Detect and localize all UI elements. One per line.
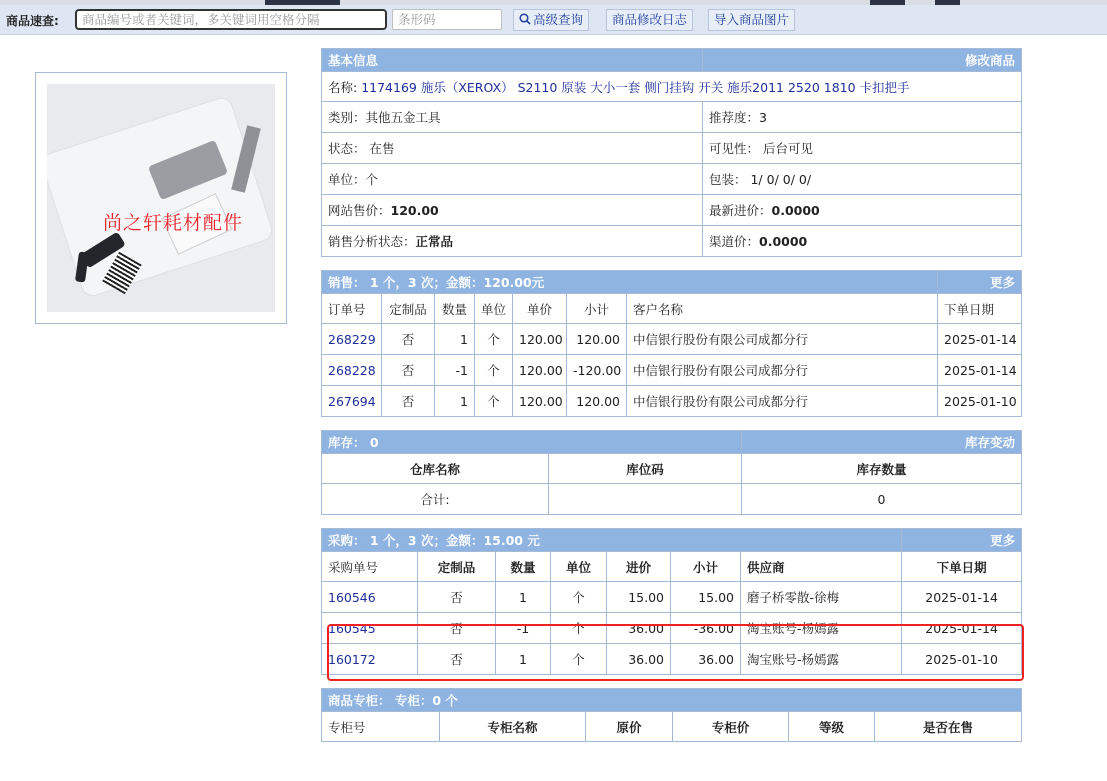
qty-cell: 1 [496,644,551,675]
subtotal-cell: 36.00 [671,644,741,675]
custom-cell: 否 [418,644,496,675]
qty-cell: 1 [435,324,475,355]
column-header: 仓库名称 [322,454,549,484]
column-header: 单位 [551,552,607,582]
unit-cell: 个 [475,355,513,386]
column-header: 小计 [671,552,741,582]
sales-order-link[interactable]: 267694 [322,386,382,417]
stock-summary: 库存： 0 [322,431,742,454]
subtotal-cell: -120.00 [567,355,627,386]
custom-cell: 否 [418,613,496,644]
purchase-column-headers [322,552,1022,582]
column-header: 专柜名称 [440,712,586,742]
unit-cell: 个 [551,644,607,675]
subtotal-cell: 120.00 [567,386,627,417]
photo-watermark: 尚之轩耗材配件 [103,212,244,234]
name-cell [322,72,1022,102]
search-icon [519,13,531,25]
custom-cell: 否 [382,324,435,355]
subtotal-cell: 15.00 [671,582,741,613]
supplier-cell: 淘宝账号-杨嫣露 [741,644,902,675]
price-cell: 120.00 [513,386,567,417]
unit-cell: 单位：个 [322,164,703,195]
column-header: 原价 [586,712,673,742]
supplier-cell: 磨子桥零散-徐梅 [741,582,902,613]
basic-info-panel [321,48,1021,257]
sales-order-link[interactable]: 268229 [322,324,382,355]
recommend-cell: 推荐度：3 [703,102,1022,133]
stock-change-link[interactable]: 库存变动 [742,431,1022,454]
sales-status-value: 正常品 [415,234,454,249]
info-row [322,102,1022,133]
subtotal-cell: 120.00 [567,324,627,355]
barcode-input[interactable] [392,9,502,30]
column-header: 是否在售 [875,712,1022,742]
qty-cell: -1 [435,355,475,386]
product-image [47,84,275,312]
price-cell: 120.00 [513,355,567,386]
customer-cell: 中信银行股份有限公司成都分行 [627,355,938,386]
qty-cell: 1 [496,582,551,613]
sales-summary: 销售： 1 个，3 次；金额：120.00元 [322,271,938,294]
site-price-value: 120.00 [390,203,439,218]
date-cell: 2025-01-14 [938,324,1022,355]
stock-panel [321,430,1021,515]
price-cell: 36.00 [607,644,671,675]
column-header: 定制品 [382,294,435,324]
purchase-summary: 采购： 1 个，3 次；金额：15.00 元 [322,529,902,552]
price-cell: 120.00 [513,324,567,355]
product-name[interactable]: 1174169 施乐（XEROX） S2110 原装 大小一套 侧门挂钩 开关 施乐2011 2520 1810 卡扣把手 [361,79,910,95]
counter-panel [321,688,1021,742]
product-photo[interactable] [35,72,287,324]
info-row [322,164,1022,195]
last-cost-value: 0.0000 [771,203,820,218]
basic-info-title: 基本信息 [322,49,703,72]
name-row [322,72,1022,102]
price-cell: 15.00 [607,582,671,613]
date-cell: 2025-01-10 [902,644,1022,675]
date-cell: 2025-01-14 [902,582,1022,613]
channel-price-cell [703,226,1022,257]
advanced-search-label: 高级查询 [533,12,584,27]
column-header: 单位 [475,294,513,324]
unit-cell: 个 [551,582,607,613]
purchase-more-link[interactable]: 更多 [902,529,1022,552]
purchase-order-link[interactable]: 160546 [322,582,418,613]
stock-header [322,431,1022,454]
import-product-images-button[interactable]: 导入商品图片 [708,9,795,31]
column-header: 小计 [567,294,627,324]
column-header: 库存数量 [742,454,1022,484]
edit-product-link[interactable]: 修改商品 [703,49,1022,72]
sales-status-label: 销售分析状态： [328,234,416,249]
table-row [322,386,1022,417]
customer-cell: 中信银行股份有限公司成都分行 [627,386,938,417]
visibility-cell: 可见性： 后台可见 [703,133,1022,164]
column-header: 采购单号 [322,552,418,582]
counter-summary: 商品专柜： 专柜：0 个 [322,689,1022,712]
column-header: 进价 [607,552,671,582]
search-input[interactable] [75,9,387,30]
counter-header [322,689,1022,712]
total-value: 0 [742,484,1022,515]
info-row [322,226,1022,257]
total-empty-cell [549,484,742,515]
date-cell: 2025-01-14 [938,355,1022,386]
column-header: 库位码 [549,454,742,484]
channel-price-value: 0.0000 [759,234,808,249]
channel-price-label: 渠道价： [709,234,760,249]
status-cell: 状态： 在售 [322,133,703,164]
table-row [322,582,1022,613]
column-header: 客户名称 [627,294,938,324]
supplier-cell: 淘宝账号-杨嫣露 [741,613,902,644]
custom-cell: 否 [382,355,435,386]
column-header: 数量 [496,552,551,582]
purchase-order-link[interactable]: 160172 [322,644,418,675]
date-cell: 2025-01-10 [938,386,1022,417]
site-price-cell [322,195,703,226]
qty-cell: 1 [435,386,475,417]
counter-column-headers [322,712,1022,742]
purchase-header [322,529,1022,552]
column-header: 专柜价 [673,712,789,742]
column-header: 定制品 [418,552,496,582]
info-row [322,133,1022,164]
column-header: 订单号 [322,294,382,324]
stock-total-row [322,484,1022,515]
total-label: 合计: [322,484,549,515]
column-header: 等级 [789,712,875,742]
highlight-box [327,624,1024,681]
sales-order-link[interactable]: 268228 [322,355,382,386]
unit-cell: 个 [475,386,513,417]
date-cell: 2025-01-14 [902,613,1022,644]
column-header: 下单日期 [902,552,1022,582]
subtotal-cell: -36.00 [671,613,741,644]
sales-more-link[interactable]: 更多 [938,271,1022,294]
advanced-search-button[interactable] [513,9,589,31]
column-header: 下单日期 [938,294,1022,324]
site-price-label: 网站售价： [328,203,391,218]
qty-cell: -1 [496,613,551,644]
purchase-order-link[interactable]: 160545 [322,613,418,644]
sales-header [322,271,1022,294]
table-row [322,355,1022,386]
unit-cell: 个 [551,613,607,644]
info-row [322,195,1022,226]
customer-cell: 中信银行股份有限公司成都分行 [627,324,938,355]
quick-search-label: 商品速查: [6,14,59,28]
category-cell: 类别：其他五金工具 [322,102,703,133]
product-edit-log-button[interactable]: 商品修改日志 [606,9,693,31]
quick-search-toolbar [0,5,1107,35]
stock-column-headers [322,454,1022,484]
column-header: 数量 [435,294,475,324]
column-header: 专柜号 [322,712,440,742]
last-cost-label: 最新进价： [709,203,772,218]
column-header: 单价 [513,294,567,324]
price-cell: 36.00 [607,613,671,644]
package-cell: 包装： 1/ 0/ 0/ 0/ [703,164,1022,195]
custom-cell: 否 [418,582,496,613]
sales-panel [321,270,1021,417]
last-cost-cell [703,195,1022,226]
table-row [322,324,1022,355]
custom-cell: 否 [382,386,435,417]
unit-cell: 个 [475,324,513,355]
basic-info-header [322,49,1022,72]
column-header: 供应商 [741,552,902,582]
sales-column-headers [322,294,1022,324]
sales-status-cell [322,226,703,257]
name-label: 名称: [328,79,358,95]
